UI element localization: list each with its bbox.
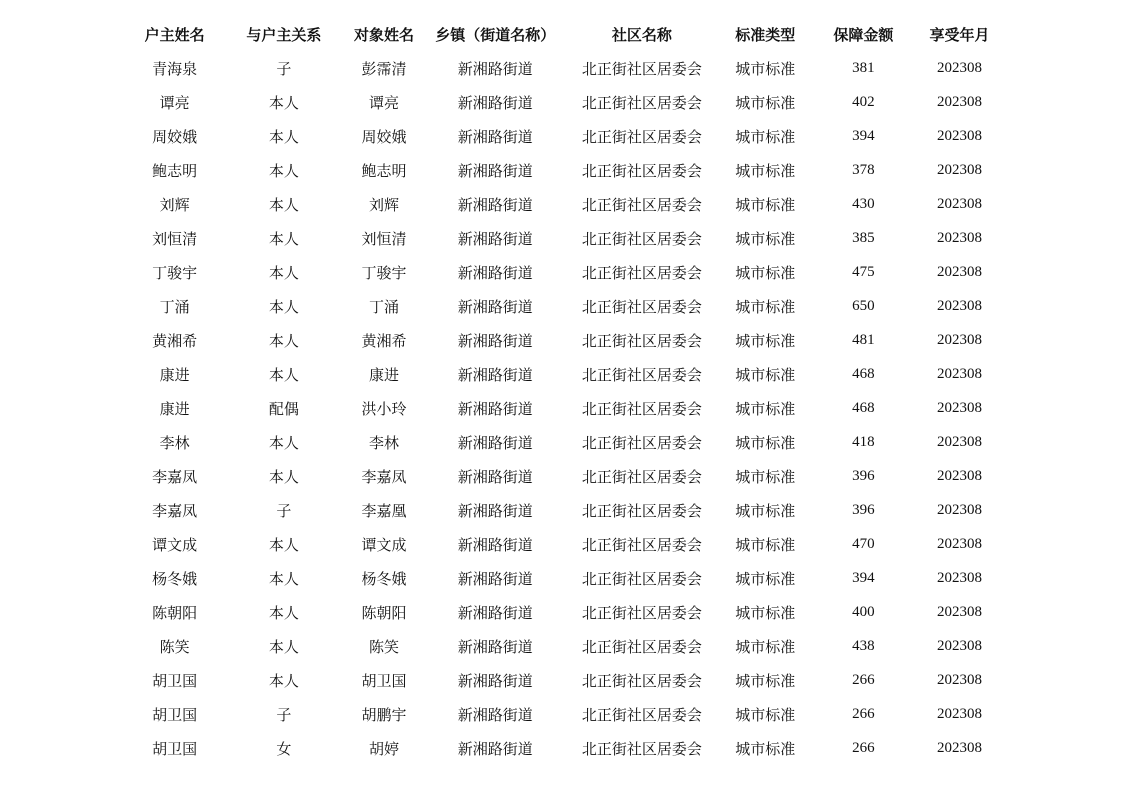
- table-row: [120, 391, 1000, 425]
- cell-recipient-name: 康进: [368, 365, 399, 384]
- table-row: [120, 51, 1000, 85]
- cell-month: 202308: [937, 671, 982, 688]
- cell-community: 北正街社区居委会: [581, 297, 702, 316]
- cell-standard-type: 城市标准: [735, 535, 796, 554]
- table-row: [120, 187, 1000, 221]
- header-amount: 保障金额: [833, 25, 894, 44]
- cell-community: 北正街社区居委会: [581, 705, 702, 724]
- cell-householder-name: 康进: [159, 399, 190, 418]
- cell-householder-name: 刘辉: [159, 195, 190, 214]
- cell-month: 202308: [937, 195, 982, 212]
- cell-month: 202308: [937, 705, 982, 722]
- cell-recipient-name: 周姣娥: [361, 127, 407, 146]
- cell-community: 北正街社区居委会: [581, 739, 702, 758]
- cell-amount: 396: [852, 467, 875, 484]
- cell-community: 北正街社区居委会: [581, 161, 702, 180]
- cell-standard-type: 城市标准: [735, 263, 796, 282]
- cell-standard-type: 城市标准: [735, 433, 796, 452]
- assistance-table: [120, 17, 1000, 765]
- cell-recipient-name: 李嘉凤: [361, 467, 407, 486]
- cell-relation: 本人: [268, 93, 299, 112]
- cell-recipient-name: 洪小玲: [361, 399, 407, 418]
- cell-month: 202308: [937, 297, 982, 314]
- cell-householder-name: 谭文成: [152, 535, 198, 554]
- cell-relation: 本人: [268, 603, 299, 622]
- cell-township: 新湘路街道: [457, 637, 533, 656]
- cell-community: 北正街社区居委会: [581, 569, 702, 588]
- cell-amount: 418: [852, 433, 875, 450]
- cell-township: 新湘路街道: [457, 263, 533, 282]
- cell-relation: 本人: [268, 297, 299, 316]
- cell-community: 北正街社区居委会: [581, 365, 702, 384]
- cell-householder-name: 陈朝阳: [152, 603, 198, 622]
- cell-month: 202308: [937, 93, 982, 110]
- table-row: [120, 255, 1000, 289]
- cell-community: 北正街社区居委会: [581, 603, 702, 622]
- cell-householder-name: 胡卫国: [152, 739, 198, 758]
- table-row: [120, 459, 1000, 493]
- cell-standard-type: 城市标准: [735, 671, 796, 690]
- cell-township: 新湘路街道: [457, 569, 533, 588]
- cell-township: 新湘路街道: [457, 739, 533, 758]
- cell-month: 202308: [937, 161, 982, 178]
- cell-recipient-name: 谭亮: [368, 93, 399, 112]
- cell-recipient-name: 刘恒清: [361, 229, 407, 248]
- cell-householder-name: 陈笑: [159, 637, 190, 656]
- cell-householder-name: 胡卫国: [152, 671, 198, 690]
- cell-township: 新湘路街道: [457, 161, 533, 180]
- cell-recipient-name: 胡鹏宇: [361, 705, 407, 724]
- cell-community: 北正街社区居委会: [581, 535, 702, 554]
- cell-householder-name: 谭亮: [159, 93, 190, 112]
- cell-community: 北正街社区居委会: [581, 637, 702, 656]
- cell-township: 新湘路街道: [457, 501, 533, 520]
- cell-standard-type: 城市标准: [735, 603, 796, 622]
- cell-standard-type: 城市标准: [735, 229, 796, 248]
- cell-recipient-name: 鲍志明: [361, 161, 407, 180]
- cell-standard-type: 城市标准: [735, 501, 796, 520]
- cell-householder-name: 青海泉: [152, 59, 198, 78]
- cell-standard-type: 城市标准: [735, 297, 796, 316]
- cell-amount: 400: [852, 603, 875, 620]
- cell-township: 新湘路街道: [457, 705, 533, 724]
- cell-householder-name: 黄湘希: [152, 331, 198, 350]
- cell-month: 202308: [937, 399, 982, 416]
- table-row: [120, 493, 1000, 527]
- cell-township: 新湘路街道: [457, 399, 533, 418]
- cell-relation: 本人: [268, 433, 299, 452]
- cell-amount: 378: [852, 161, 875, 178]
- cell-township: 新湘路街道: [457, 127, 533, 146]
- cell-amount: 470: [852, 535, 875, 552]
- cell-amount: 394: [852, 569, 875, 586]
- cell-month: 202308: [937, 59, 982, 76]
- table-row: [120, 561, 1000, 595]
- cell-recipient-name: 谭文成: [361, 535, 407, 554]
- cell-standard-type: 城市标准: [735, 569, 796, 588]
- table-row: [120, 323, 1000, 357]
- header-township: 乡镇（街道名称）: [435, 25, 556, 44]
- cell-amount: 266: [852, 705, 875, 722]
- table-row: [120, 221, 1000, 255]
- cell-amount: 468: [852, 399, 875, 416]
- cell-amount: 481: [852, 331, 875, 348]
- cell-month: 202308: [937, 365, 982, 382]
- cell-relation: 配偶: [268, 399, 299, 418]
- cell-recipient-name: 杨冬娥: [361, 569, 407, 588]
- cell-community: 北正街社区居委会: [581, 671, 702, 690]
- cell-amount: 475: [852, 263, 875, 280]
- cell-amount: 266: [852, 739, 875, 756]
- cell-township: 新湘路街道: [457, 467, 533, 486]
- cell-amount: 266: [852, 671, 875, 688]
- cell-householder-name: 李林: [159, 433, 190, 452]
- cell-township: 新湘路街道: [457, 93, 533, 112]
- cell-recipient-name: 黄湘希: [361, 331, 407, 350]
- cell-householder-name: 刘恒清: [152, 229, 198, 248]
- cell-relation: 本人: [268, 569, 299, 588]
- cell-month: 202308: [937, 739, 982, 756]
- cell-standard-type: 城市标准: [735, 195, 796, 214]
- cell-community: 北正街社区居委会: [581, 433, 702, 452]
- cell-community: 北正街社区居委会: [581, 501, 702, 520]
- table-row: [120, 663, 1000, 697]
- cell-community: 北正街社区居委会: [581, 331, 702, 350]
- cell-relation: 本人: [268, 535, 299, 554]
- cell-recipient-name: 胡婷: [368, 739, 399, 758]
- cell-amount: 385: [852, 229, 875, 246]
- cell-month: 202308: [937, 603, 982, 620]
- cell-community: 北正街社区居委会: [581, 127, 702, 146]
- cell-relation: 本人: [268, 671, 299, 690]
- cell-standard-type: 城市标准: [735, 399, 796, 418]
- cell-householder-name: 李嘉凤: [152, 501, 198, 520]
- cell-relation: 本人: [268, 127, 299, 146]
- header-month: 享受年月: [929, 25, 990, 44]
- table-header: [120, 17, 1000, 51]
- table-row: [120, 85, 1000, 119]
- cell-relation: 本人: [268, 331, 299, 350]
- cell-month: 202308: [937, 501, 982, 518]
- cell-amount: 381: [852, 59, 875, 76]
- table-row: [120, 697, 1000, 731]
- header-relation: 与户主关系: [246, 25, 322, 44]
- table-row: [120, 153, 1000, 187]
- cell-township: 新湘路街道: [457, 603, 533, 622]
- cell-amount: 438: [852, 637, 875, 654]
- cell-month: 202308: [937, 331, 982, 348]
- cell-standard-type: 城市标准: [735, 93, 796, 112]
- cell-community: 北正街社区居委会: [581, 467, 702, 486]
- cell-householder-name: 丁骏宇: [152, 263, 198, 282]
- cell-relation: 子: [276, 501, 292, 520]
- cell-relation: 本人: [268, 263, 299, 282]
- cell-relation: 子: [276, 59, 292, 78]
- cell-month: 202308: [937, 433, 982, 450]
- cell-recipient-name: 丁骏宇: [361, 263, 407, 282]
- cell-householder-name: 丁涌: [159, 297, 190, 316]
- cell-relation: 本人: [268, 161, 299, 180]
- cell-recipient-name: 陈朝阳: [361, 603, 407, 622]
- header-row: [120, 17, 1000, 51]
- cell-householder-name: 胡卫国: [152, 705, 198, 724]
- cell-standard-type: 城市标准: [735, 637, 796, 656]
- header-householder-name: 户主姓名: [144, 25, 205, 44]
- cell-amount: 402: [852, 93, 875, 110]
- cell-standard-type: 城市标准: [735, 365, 796, 384]
- table-row: [120, 357, 1000, 391]
- cell-township: 新湘路街道: [457, 297, 533, 316]
- cell-amount: 396: [852, 501, 875, 518]
- cell-relation: 子: [276, 705, 292, 724]
- cell-month: 202308: [937, 263, 982, 280]
- cell-township: 新湘路街道: [457, 59, 533, 78]
- cell-relation: 本人: [268, 637, 299, 656]
- cell-month: 202308: [937, 127, 982, 144]
- cell-community: 北正街社区居委会: [581, 229, 702, 248]
- cell-township: 新湘路街道: [457, 195, 533, 214]
- header-community: 社区名称: [611, 25, 672, 44]
- cell-relation: 本人: [268, 229, 299, 248]
- cell-householder-name: 周姣娥: [152, 127, 198, 146]
- cell-month: 202308: [937, 569, 982, 586]
- table-row: [120, 629, 1000, 663]
- cell-standard-type: 城市标准: [735, 467, 796, 486]
- cell-recipient-name: 胡卫国: [361, 671, 407, 690]
- cell-recipient-name: 李嘉凰: [361, 501, 407, 520]
- table-row: [120, 119, 1000, 153]
- cell-month: 202308: [937, 467, 982, 484]
- cell-householder-name: 鲍志明: [152, 161, 198, 180]
- cell-householder-name: 李嘉凤: [152, 467, 198, 486]
- cell-recipient-name: 彭霈清: [361, 59, 407, 78]
- cell-township: 新湘路街道: [457, 535, 533, 554]
- table-row: [120, 289, 1000, 323]
- cell-relation: 本人: [268, 467, 299, 486]
- cell-standard-type: 城市标准: [735, 331, 796, 350]
- cell-recipient-name: 陈笑: [368, 637, 399, 656]
- cell-community: 北正街社区居委会: [581, 263, 702, 282]
- cell-amount: 468: [852, 365, 875, 382]
- cell-township: 新湘路街道: [457, 671, 533, 690]
- table-row: [120, 425, 1000, 459]
- cell-month: 202308: [937, 637, 982, 654]
- cell-householder-name: 康进: [159, 365, 190, 384]
- cell-relation: 女: [276, 739, 292, 758]
- cell-recipient-name: 李林: [368, 433, 399, 452]
- cell-community: 北正街社区居委会: [581, 93, 702, 112]
- table-body: [120, 51, 1000, 765]
- cell-month: 202308: [937, 535, 982, 552]
- cell-standard-type: 城市标准: [735, 161, 796, 180]
- cell-amount: 650: [852, 297, 875, 314]
- cell-township: 新湘路街道: [457, 331, 533, 350]
- cell-standard-type: 城市标准: [735, 739, 796, 758]
- table-row: [120, 595, 1000, 629]
- cell-recipient-name: 丁涌: [368, 297, 399, 316]
- header-recipient-name: 对象姓名: [353, 25, 414, 44]
- cell-township: 新湘路街道: [457, 433, 533, 452]
- cell-standard-type: 城市标准: [735, 705, 796, 724]
- table-row: [120, 527, 1000, 561]
- cell-recipient-name: 刘辉: [368, 195, 399, 214]
- cell-community: 北正街社区居委会: [581, 59, 702, 78]
- cell-relation: 本人: [268, 195, 299, 214]
- cell-amount: 430: [852, 195, 875, 212]
- cell-community: 北正街社区居委会: [581, 399, 702, 418]
- cell-community: 北正街社区居委会: [581, 195, 702, 214]
- cell-householder-name: 杨冬娥: [152, 569, 198, 588]
- cell-amount: 394: [852, 127, 875, 144]
- cell-month: 202308: [937, 229, 982, 246]
- header-standard-type: 标准类型: [735, 25, 796, 44]
- cell-township: 新湘路街道: [457, 229, 533, 248]
- cell-township: 新湘路街道: [457, 365, 533, 384]
- cell-standard-type: 城市标准: [735, 127, 796, 146]
- cell-relation: 本人: [268, 365, 299, 384]
- cell-standard-type: 城市标准: [735, 59, 796, 78]
- table-row: [120, 731, 1000, 765]
